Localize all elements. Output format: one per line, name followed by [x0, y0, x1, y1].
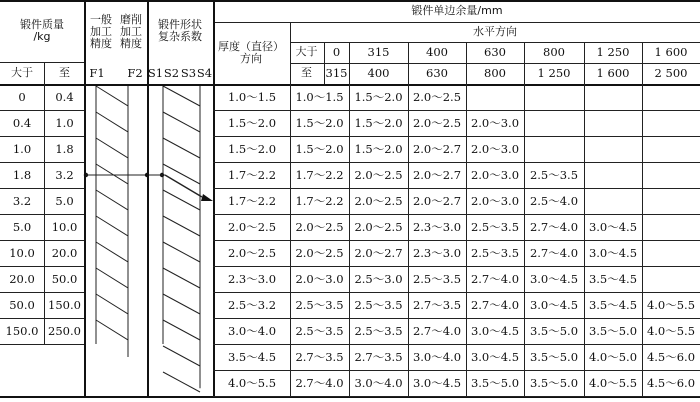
- range-lower-2: 400: [426, 45, 448, 60]
- grid-hline: [0, 214, 84, 215]
- allowance-r5-c0: 2.0～2.5: [295, 219, 344, 234]
- allowance-r5-c3: 2.5～3.5: [470, 219, 520, 234]
- mass-over-2: 1.0: [12, 141, 32, 156]
- example-arrowhead: [201, 194, 213, 201]
- grid-hline: [213, 396, 700, 397]
- allowance-r0-c2: 2.0～2.5: [412, 89, 462, 104]
- shape-s1-label: S1: [147, 65, 164, 80]
- allowance-r7-c3: 2.7～4.0: [470, 271, 520, 286]
- mass-to-label: 至: [59, 65, 70, 79]
- range-lower-6: 1 600: [654, 45, 688, 60]
- allowance-r9-c6: 4.0～5.5: [646, 323, 696, 338]
- shape-diagonal: [163, 294, 200, 314]
- grid-hline: [0, 344, 84, 345]
- grid-hline: [213, 188, 700, 189]
- shape-diagonal: [163, 138, 200, 158]
- grid-hline: [290, 42, 700, 43]
- shape-diagonal: [163, 346, 200, 366]
- grid-hline: [213, 344, 700, 345]
- mass-over-4: 3.2: [12, 193, 32, 208]
- grid-hline: [0, 0, 700, 2]
- mass-to-9: 250.0: [48, 323, 81, 338]
- allowance-r1-c3: 2.0～3.0: [470, 115, 520, 130]
- shape-diagonal: [163, 242, 200, 262]
- range-over-label: 大于: [295, 45, 318, 59]
- mass-to-7: 50.0: [51, 271, 78, 286]
- shape-diagonal: [163, 268, 200, 288]
- allowance-title: 锻件单边余量/mm: [411, 3, 503, 17]
- allowance-r9-c3: 3.0～4.5: [470, 323, 520, 338]
- mass-to-4: 5.0: [55, 193, 74, 208]
- grid-vline: [349, 42, 350, 396]
- grid-hline: [213, 292, 700, 293]
- allowance-r10-c6: 4.5～6.0: [646, 349, 696, 364]
- grid-hline: [213, 136, 700, 137]
- precision-diagonal: [96, 294, 128, 314]
- grid-hline: [0, 110, 84, 111]
- thickness-0: 1.0～1.5: [227, 89, 277, 104]
- range-upper-5: 1 600: [596, 66, 630, 81]
- grid-hline: [214, 22, 700, 23]
- mass-over-9: 150.0: [5, 323, 39, 338]
- precision-diagonal: [96, 86, 128, 106]
- grid-vline: [324, 42, 325, 84]
- mass-to-8: 150.0: [48, 297, 81, 312]
- allowance-r11-c2: 3.0～4.5: [412, 375, 462, 390]
- allowance-r3-c1: 2.0～2.5: [354, 167, 403, 182]
- allowance-r4-c1: 2.0～2.5: [354, 193, 403, 208]
- precision-col2-line1: 磨削: [120, 12, 142, 26]
- allowance-r1-c0: 1.5～2.0: [295, 115, 344, 130]
- allowance-r5-c2: 2.3～3.0: [412, 219, 462, 234]
- grid-hline: [0, 318, 84, 319]
- allowance-r4-c0: 1.7～2.2: [295, 193, 344, 208]
- grid-vline: [213, 0, 215, 396]
- allowance-r6-c1: 2.0～2.7: [354, 245, 403, 260]
- allowance-r8-c3: 2.7～4.0: [470, 297, 520, 312]
- grid-vline: [290, 22, 291, 396]
- allowance-r0-c0: 1.0～1.5: [295, 89, 344, 104]
- shape-diagonal: [163, 164, 200, 184]
- mass-unit: /kg: [33, 30, 51, 43]
- allowance-r10-c3: 3.0～4.5: [470, 349, 520, 364]
- allowance-r6-c2: 2.3～3.0: [412, 245, 462, 260]
- grid-vline: [44, 62, 45, 344]
- grid-hline: [213, 240, 700, 241]
- allowance-r11-c1: 3.0～4.0: [354, 375, 403, 390]
- shape-line1: 锻件形状: [158, 17, 202, 31]
- grid-hline: [213, 214, 700, 215]
- thickness-line2: 方向: [240, 52, 262, 65]
- grid-vline: [147, 0, 149, 396]
- grid-vline: [408, 42, 409, 396]
- shape-line2: 复杂系数: [158, 30, 202, 43]
- precision-diagonal: [96, 138, 128, 158]
- thickness-4: 1.7～2.2: [227, 193, 277, 208]
- allowance-r7-c5: 3.5～4.5: [588, 271, 638, 286]
- mass-to-5: 10.0: [51, 219, 78, 234]
- precision-diagonal: [96, 242, 128, 262]
- thickness-8: 2.5～3.2: [227, 297, 277, 312]
- grid-vline: [584, 42, 585, 396]
- allowance-r8-c2: 2.7～3.5: [412, 297, 462, 312]
- allowance-r9-c0: 2.5～3.5: [295, 323, 344, 338]
- precision-diagonal: [96, 268, 128, 288]
- allowance-r8-c6: 4.0～5.5: [646, 297, 696, 312]
- thickness-5: 2.0～2.5: [227, 219, 277, 234]
- allowance-r6-c3: 2.5～3.5: [470, 245, 520, 260]
- grid-hline: [213, 110, 700, 111]
- allowance-r9-c1: 2.5～3.5: [354, 323, 403, 338]
- allowance-r5-c4: 2.7～4.0: [529, 219, 579, 234]
- allowance-r7-c4: 3.0～4.5: [529, 271, 579, 286]
- precision-f1-label: F1: [89, 65, 105, 80]
- range-lower-5: 1 250: [596, 45, 630, 60]
- mass-over-8: 50.0: [9, 297, 35, 312]
- allowance-r1-c2: 2.0～2.5: [412, 115, 462, 130]
- thickness-11: 4.0～5.5: [227, 375, 277, 390]
- mass-over-1: 0.4: [12, 115, 32, 130]
- precision-diagonal: [96, 216, 128, 236]
- mass-over-3: 1.8: [12, 167, 32, 182]
- allowance-r8-c4: 3.0～4.5: [529, 297, 579, 312]
- allowance-r11-c4: 3.5～5.0: [529, 375, 579, 390]
- shape-diagonal: [163, 320, 200, 340]
- precision-diagonal: [96, 320, 128, 340]
- allowance-r7-c2: 2.5～3.5: [412, 271, 462, 286]
- shape-s4-label: S4: [196, 65, 213, 80]
- grid-hline: [213, 370, 700, 371]
- shape-s2-label: S2: [163, 65, 180, 80]
- precision-col2-line2: 加工: [120, 24, 142, 38]
- range-upper-2: 630: [426, 66, 448, 81]
- mass-to-2: 1.8: [55, 141, 74, 156]
- allowance-r7-c0: 2.0～3.0: [295, 271, 344, 286]
- allowance-r4-c3: 2.0～3.0: [470, 193, 520, 208]
- range-lower-0: 0: [332, 45, 341, 60]
- allowance-r6-c0: 2.0～2.5: [295, 245, 344, 260]
- allowance-r10-c0: 2.7～3.5: [295, 349, 344, 364]
- allowance-r10-c1: 2.7～3.5: [354, 349, 403, 364]
- allowance-r8-c1: 2.5～3.5: [354, 297, 403, 312]
- allowance-r10-c5: 4.0～5.0: [588, 349, 638, 364]
- mass-over-label: 大于: [11, 65, 33, 79]
- mass-over-0: 0: [18, 89, 26, 104]
- horizontal-title: 水平方向: [473, 24, 517, 38]
- mass-over-5: 5.0: [12, 219, 32, 234]
- allowance-r8-c5: 3.5～4.5: [588, 297, 638, 312]
- grid-hline: [0, 162, 84, 163]
- allowance-r5-c1: 2.0～2.5: [354, 219, 403, 234]
- thickness-9: 3.0～4.0: [227, 323, 277, 338]
- grid-hline: [213, 266, 700, 267]
- precision-col1-line2: 加工: [90, 24, 112, 38]
- allowance-r11-c5: 4.0～5.5: [588, 375, 638, 390]
- allowance-r11-c0: 2.7～4.0: [295, 375, 344, 390]
- grid-vline: [84, 0, 86, 396]
- shape-diagonal: [163, 112, 200, 132]
- range-lower-1: 315: [367, 45, 390, 60]
- mass-over-6: 10.0: [9, 245, 35, 260]
- allowance-r2-c3: 2.0～3.0: [470, 141, 520, 156]
- precision-col2-line3: 精度: [120, 37, 142, 51]
- shape-diagonal: [163, 216, 200, 236]
- grid-hline: [0, 292, 84, 293]
- allowance-r3-c3: 2.0～3.0: [470, 167, 520, 182]
- range-lower-3: 630: [484, 45, 506, 60]
- thickness-7: 2.3～3.0: [227, 271, 277, 286]
- thickness-10: 3.5～4.5: [227, 349, 277, 364]
- grid-hline: [0, 240, 84, 241]
- grid-hline: [213, 162, 700, 163]
- allowance-r6-c5: 3.0～4.5: [588, 245, 638, 260]
- shape-diagonal: [163, 372, 200, 392]
- grid-vline: [466, 42, 467, 396]
- thickness-3: 1.7～2.2: [227, 167, 277, 182]
- grid-hline: [290, 63, 700, 64]
- allowance-r4-c4: 2.5～4.0: [529, 193, 579, 208]
- range-upper-6: 2 500: [654, 66, 688, 81]
- allowance-r3-c4: 2.5～3.5: [529, 167, 579, 182]
- allowance-r2-c0: 1.5～2.0: [295, 141, 344, 156]
- precision-f2-label: F2: [127, 65, 143, 80]
- thickness-2: 1.5～2.0: [227, 141, 277, 156]
- thickness-1: 1.5～2.0: [227, 115, 277, 130]
- precision-col1-line3: 精度: [90, 37, 112, 51]
- thickness-line1: 厚度（直径）: [218, 39, 284, 53]
- grid-vline: [524, 42, 525, 396]
- grid-hline: [0, 266, 84, 267]
- allowance-r9-c4: 3.5～5.0: [529, 323, 579, 338]
- grid-hline: [0, 136, 84, 137]
- range-upper-1: 400: [367, 66, 390, 81]
- grid-hline: [213, 318, 700, 319]
- mass-title: 锻件质量: [20, 17, 64, 31]
- mass-to-3: 3.2: [55, 167, 74, 182]
- allowance-r5-c5: 3.0～4.5: [588, 219, 638, 234]
- allowance-r4-c2: 2.0～2.7: [412, 193, 462, 208]
- precision-diagonal: [96, 112, 128, 132]
- allowance-r3-c0: 1.7～2.2: [295, 167, 344, 182]
- grid-hline: [0, 84, 700, 86]
- range-to-label: 至: [301, 66, 312, 80]
- allowance-r10-c2: 3.0～4.0: [412, 349, 462, 364]
- range-upper-0: 315: [325, 66, 348, 81]
- allowance-r1-c1: 1.5～2.0: [354, 115, 403, 130]
- allowance-r11-c3: 3.5～5.0: [470, 375, 520, 390]
- range-lower-4: 800: [543, 45, 565, 60]
- shape-diagonal: [163, 86, 200, 106]
- grid-hline: [0, 62, 84, 63]
- grid-vline: [642, 42, 643, 396]
- allowance-r9-c5: 3.5～5.0: [588, 323, 638, 338]
- precision-col1-line1: 一般: [90, 12, 112, 26]
- allowance-r3-c2: 2.0～2.7: [412, 167, 462, 182]
- allowance-r11-c6: 4.5～6.0: [646, 375, 696, 390]
- allowance-r0-c1: 1.5～2.0: [354, 89, 403, 104]
- mass-to-0: 0.4: [55, 89, 74, 104]
- range-upper-4: 1 250: [537, 66, 571, 81]
- mass-over-7: 20.0: [9, 271, 35, 286]
- range-upper-3: 800: [484, 66, 506, 81]
- mass-to-6: 20.0: [51, 245, 78, 260]
- allowance-r9-c2: 2.7～4.0: [412, 323, 462, 338]
- allowance-r2-c1: 1.5～2.0: [354, 141, 403, 156]
- allowance-r6-c4: 2.7～4.0: [529, 245, 579, 260]
- allowance-r10-c4: 3.5～5.0: [529, 349, 579, 364]
- thickness-6: 2.0～2.5: [227, 245, 277, 260]
- precision-diagonal: [96, 164, 128, 184]
- allowance-r8-c0: 2.5～3.5: [295, 297, 344, 312]
- grid-hline: [0, 188, 84, 189]
- mass-to-1: 1.0: [55, 115, 74, 130]
- allowance-r7-c1: 2.5～3.0: [354, 271, 403, 286]
- shape-s3-label: S3: [180, 65, 197, 80]
- allowance-r2-c2: 2.0～2.7: [412, 141, 462, 156]
- precision-diagonal: [96, 190, 128, 210]
